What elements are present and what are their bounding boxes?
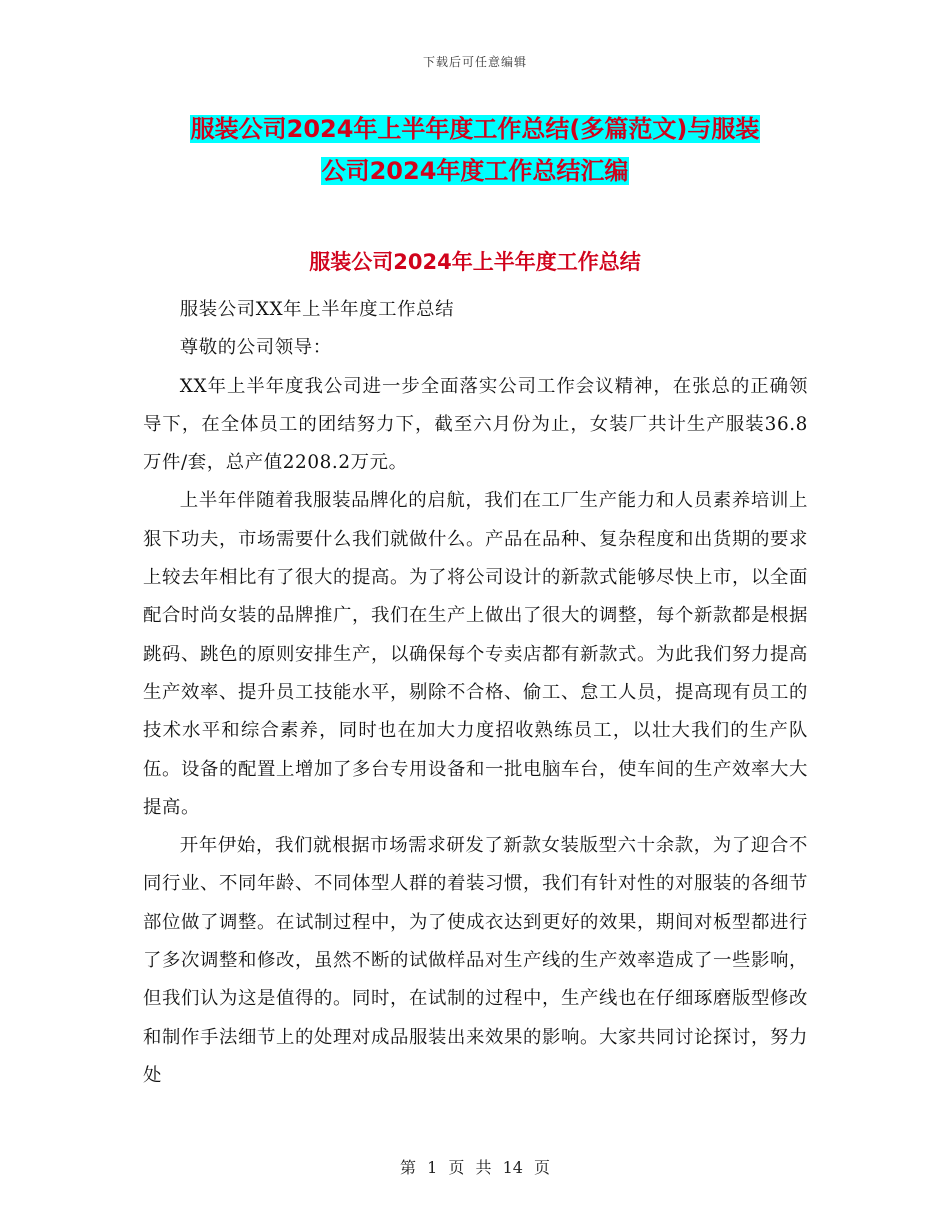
paragraph-subtitle: 服装公司XX年上半年度工作总结: [179, 299, 455, 320]
footer-total-label: 共: [475, 1158, 492, 1177]
header-note: 下载后可任意编辑: [422, 55, 527, 69]
paragraph-summary: XX年上半年度我公司进一步全面落实公司工作会议精神，在张总的正确领导下，在全体员工的团结努力下，截至六月份为止，女装厂共计生产服装36.8万件/套，总产值2208.2万元。: [143, 375, 808, 474]
document-title: [140, 108, 810, 192]
footer-page-number: 1: [427, 1158, 438, 1177]
footer-total-pages: 14: [502, 1158, 523, 1177]
footer-page-word: 页: [448, 1158, 465, 1177]
section-title: 服装公司2024年上半年度工作总结: [309, 250, 641, 274]
footer-page-label: 第: [399, 1158, 416, 1177]
body-text: [143, 291, 808, 1095]
page-footer: [0, 1155, 950, 1178]
paragraph-new-designs: 开年伊始，我们就根据市场需求研发了新款女装版型六十余款，为了迎合不同行业、不同年龄、不同体型人群的着装习惯，我们有针对性的对服装的各细节部位做了调整。在试制过程中，为了使成衣达到更好的效果，期间对板型都进行了多次调整和修改，虽然不断的试做样品对生产线的生产效率造成了一些影响，但我们认为这是值得的。同时，在试制的过程中，生产线也在仔细琢磨版型修改和制作手法细节上的处理对成品服装出来效果的影响。大家共同讨论探讨，努力处: [143, 835, 808, 1086]
paragraph-brand-production: 上半年伴随着我服装品牌化的启航，我们在工厂生产能力和人员素养培训上狠下功夫，市场需要什么我们就做什么。产品在品种、复杂程度和出货期的要求上较去年相比有了很大的提高。为了将公司设计的新款式能够尽快上市，以全面配合时尚女装的品牌推广，我们在生产上做出了很大的调整，每个新款都是根据跳码、跳色的原则安排生产，以确保每个专卖店都有新款式。为此我们努力提高生产效率、提升员工技能水平，剔除不合格、偷工、怠工人员，提高现有员工的技术水平和综合素养，同时也在加大力度招收熟练员工，以壮大我们的生产队伍。设备的配置上增加了多台专用设备和一批电脑车台，使车间的生产效率大大提高。: [143, 490, 808, 818]
paragraph-salutation: 尊敬的公司领导：: [179, 337, 332, 359]
footer-total-word: 页: [534, 1158, 551, 1177]
document-title-line-1: 服装公司2024年上半年度工作总结(多篇范文)与服装: [190, 115, 760, 143]
document-title-line-2: 公司2024年度工作总结汇编: [321, 157, 629, 185]
